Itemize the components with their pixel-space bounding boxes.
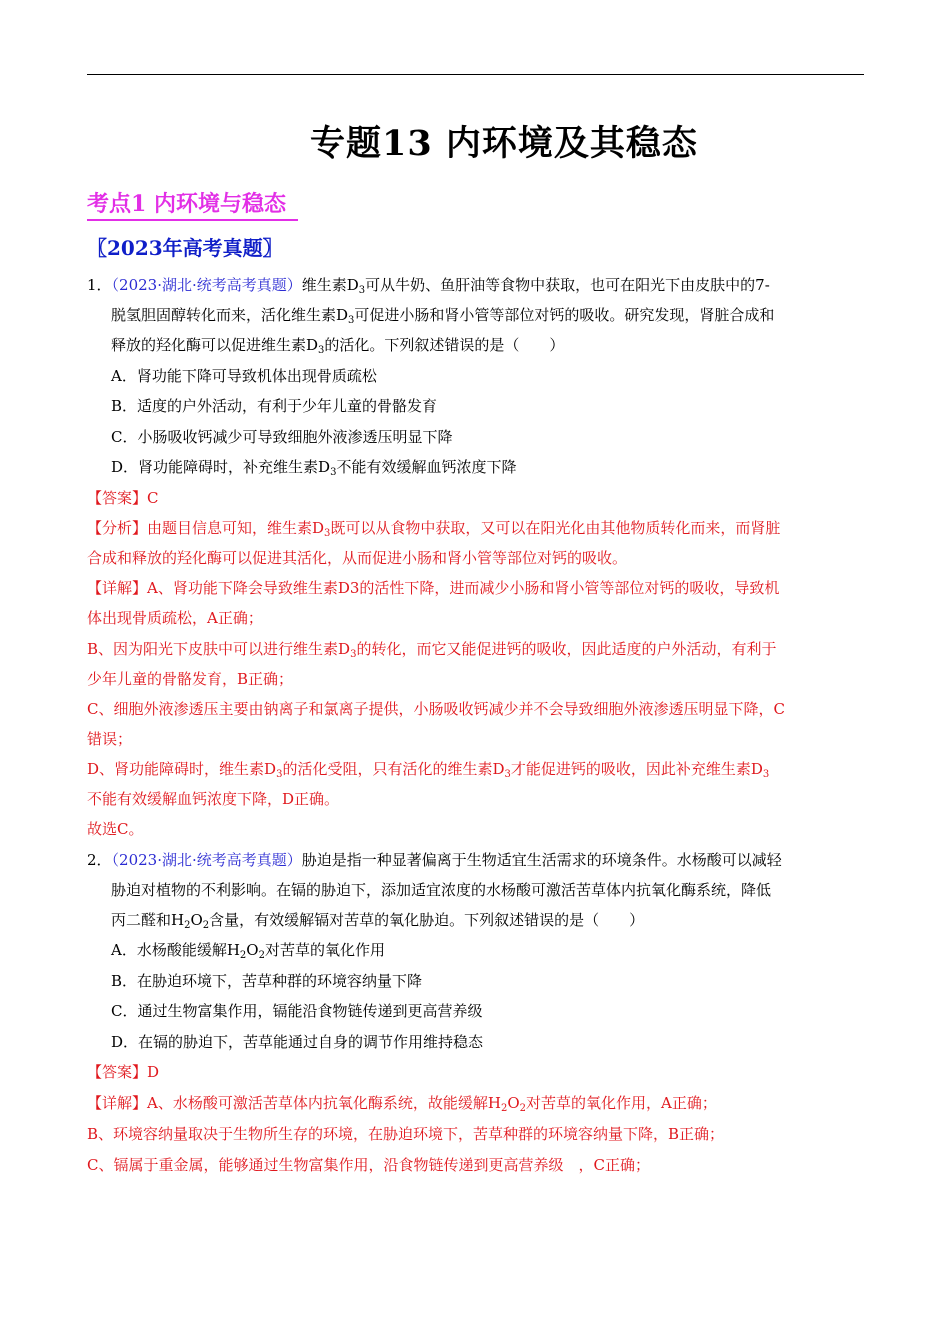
question-1-answer: 【答案】C (87, 489, 159, 507)
question-number: 2． (87, 851, 112, 869)
question-1-stem-line-1: 1．（2023·湖北·统考高考真题）维生素$D_3$可从牛奶、鱼肝油等食物中获取，也可在阳光下由皮肤中的7- (87, 276, 770, 296)
question-1-detail-a-line-1: 【详解】A、肾功能下降会导致维生素D3的活性下降，进而减少小肠和肾小管等部位对钙的吸收，导致机 (87, 579, 780, 597)
question-1-detail-d-line-2: 不能有效缓解血钙浓度下降，D正确。 (87, 790, 340, 808)
question-source: （2023·湖北·统考高考真题） (111, 276, 302, 294)
year-heading: 〖2023年高考真题〗 (87, 236, 283, 260)
question-1-detail-b-line-1: B、因为阳光下皮肤中可以进行维生素$D_3$的转化，而它又能促进钙的吸收，因此适度的户外活动，有利于 (87, 640, 777, 660)
question-1-stem-line-2: 脱氢胆固醇转化而来，活化维生素$D_3$可促进小肠和肾小管等部位对钙的吸收。研究发现，肾脏合成和 (111, 306, 775, 326)
question-2-option-c: C．通过生物富集作用，镉能沿食物链传递到更高营养级 (111, 1002, 483, 1020)
question-2-option-a: A．水杨酸能缓解$H_2O_2$对苦草的氧化作用 (111, 941, 385, 961)
question-1-detail-b-line-2: 少年儿童的骨骼发育，B正确； (87, 670, 294, 688)
question-2-detail-b: B、环境容纳量取决于生物所生存的环境，在胁迫环境下，苦草种群的环境容纳量下降，B正确； (87, 1125, 725, 1143)
question-1-analysis-line-2: 合成和释放的羟化酶可以促进其活化，从而促进小肠和肾小管等部位对钙的吸收。 (87, 549, 628, 567)
question-1-detail-a-line-2: 体出现骨质疏松，A正确； (87, 609, 263, 627)
question-1-analysis-line-1: 【分析】由题目信息可知，维生素$D_3$既可以从食物中获取，又可以在阳光化由其他物质转化而来，而肾脏 (87, 519, 781, 539)
question-1-option-b: B．适度的户外活动，有利于少年儿童的骨骼发育 (111, 397, 438, 415)
question-number: 1． (87, 276, 112, 294)
question-2-stem-line-3: 丙二醛和$H_2O_2$含量，有效缓解镉对苦草的氧化胁迫。下列叙述错误的是（ ） (111, 911, 645, 931)
header-rule (87, 74, 864, 75)
question-1-detail-c-line-1: C、细胞外液渗透压主要由钠离子和氯离子提供，小肠吸收钙减少并不会导致细胞外液渗透压明显下降，C (87, 700, 785, 718)
question-2-stem-line-2: 胁迫对植物的不利影响。在镉的胁迫下，添加适宜浓度的水杨酸可激活苦草体内抗氧化酶系统，降低 (111, 881, 772, 899)
page-title: 专题13 内环境及其稳态 (310, 123, 698, 164)
question-1-option-c: C．小肠吸收钙减少可导致细胞外液渗透压明显下降 (111, 428, 453, 446)
question-2-answer: 【答案】D (87, 1063, 160, 1081)
question-1-conclusion: 故选C。 (87, 820, 144, 838)
question-2-detail-c: C、镉属于重金属，能够通过生物富集作用，沿食物链传递到更高营养级 ，C正确； (87, 1156, 650, 1174)
question-2-stem-line-1: 2．（2023·湖北·统考高考真题）胁迫是指一种显著偏离于生物适宜生活需求的环境条件。水杨酸可以减轻 (87, 851, 782, 869)
question-1-detail-c-line-2: 错误； (87, 730, 133, 748)
question-2-option-b: B．在胁迫环境下，苦草种群的环境容纳量下降 (111, 972, 423, 990)
question-1-stem-line-3: 释放的羟化酶可以促进维生素$D_3$的活化。下列叙述错误的是（ ） (111, 336, 565, 356)
question-2-detail-a: 【详解】A、水杨酸可激活苦草体内抗氧化酶系统，故能缓解$H_2O_2$对苦草的氧化作用，A正确； (87, 1094, 717, 1114)
question-1-option-a: A．肾功能下降可导致机体出现骨质疏松 (111, 367, 377, 385)
question-source: （2023·湖北·统考高考真题） (111, 851, 302, 869)
question-2-option-d: D．在镉的胁迫下，苦草能通过自身的调节作用维持稳态 (111, 1033, 484, 1051)
question-1-detail-d-line-1: D、肾功能障碍时，维生素$D_3$的活化受阻，只有活化的维生素$D_3$才能促进钙的吸收，因此补充维生素$D_3$ (87, 760, 770, 780)
question-1-option-d: D．肾功能障碍时，补充维生素$D_3$不能有效缓解血钙浓度下降 (111, 458, 517, 478)
section-heading: 考点1 内环境与稳态 (87, 187, 298, 221)
